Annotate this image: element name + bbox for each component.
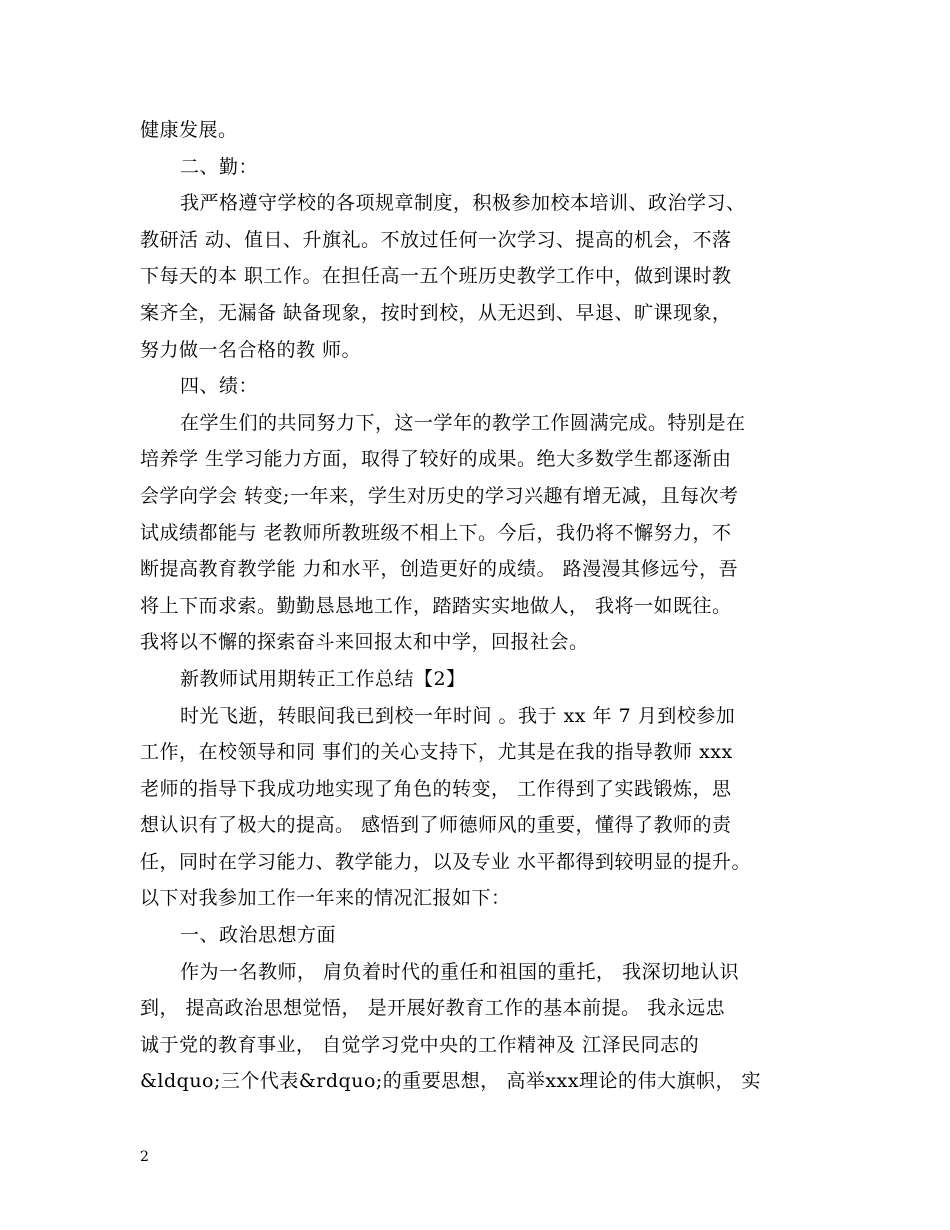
paragraph-line: 作为一名教师， 肩负着时代的重任和祖国的重托， 我深切地认识: [180, 960, 740, 983]
paragraph-line: 诚于党的教育事业， 自觉学习党中央的工作精神及 江泽民同志的: [140, 1033, 700, 1056]
paragraph-line: 老师的指导下我成功地实现了角色的转变， 工作得到了实践锻炼，思: [140, 777, 732, 800]
paragraph-line: 断提高教育教学能 力和水平，创造更好的成绩。 路漫漫其修远兮，吾: [140, 558, 739, 581]
paragraph-line: 努力做一名合格的教 师。: [140, 338, 362, 361]
paragraph-line: 到， 提高政治思想觉悟， 是开展好教育工作的基本前提。 我永远忠: [140, 997, 726, 1020]
section-heading: 四、绩：: [180, 375, 259, 398]
paragraph-line: 时光飞逝，转眼间我已到校一年时间 。我于 xx 年 7 月到校参加: [180, 704, 736, 727]
section-heading: 一、政治思想方面: [180, 924, 337, 947]
paragraph-line: 试成绩都能与 老教师所教班级不相上下。今后，我仍将不懈努力，不: [140, 521, 732, 544]
document-body: [140, 112, 820, 1100]
paragraph-line: 下每天的本 职工作。在担任高一五个班历史教学工作中，做到课时教: [140, 265, 732, 288]
paragraph-line: 会学向学会 转变;一年来，学生对历史的学习兴趣有增无减，且每次考: [140, 484, 739, 507]
paragraph-line: 培养学 生学习能力方面，取得了较好的成果。绝大多数学生都逐渐由: [140, 448, 732, 471]
paragraph-line: 以下对我参加工作一年来的情况汇报如下：: [140, 887, 511, 910]
paragraph-line: 我严格遵守学校的各项规章制度，积极参加校本培训、政治学习、: [180, 192, 746, 215]
paragraph-line: 工作，在校领导和同 事们的关心支持下，尤其是在我的指导教师 xxx: [140, 741, 733, 764]
page-number: 2: [140, 1149, 149, 1165]
section-heading: 二、勤：: [180, 155, 259, 178]
paragraph-line: 我将以不懈的探索奋斗来回报太和中学，回报社会。: [140, 631, 589, 654]
paragraph-line: 教研活 动、值日、升旗礼。不放过任何一次学习、提高的机会，不落: [140, 228, 732, 251]
article-title: 新教师试用期转正工作总结【2】: [180, 667, 466, 690]
paragraph-line: 案齐全，无漏备 缺备现象，按时到校，从无迟到、早退、旷课现象，: [140, 301, 732, 324]
paragraph-line: 任，同时在学习能力、教学能力，以及专业 水平都得到较明显的提升。: [140, 850, 752, 873]
paragraph-line: 健康发展。: [140, 119, 238, 141]
paragraph-line: 在学生们的共同努力下，这一学年的教学工作圆满完成。特别是在: [180, 411, 746, 434]
paragraph-line: &ldquo;三个代表&rdquo;的重要思想， 高举xxx理论的伟大旗帜， 实: [140, 1070, 762, 1093]
paragraph-line: 将上下而求索。勤勤恳恳地工作，踏踏实实地做人， 我将一如既往。: [140, 594, 732, 617]
paragraph-line: 想认识有了极大的提高。 感悟到了师德师风的重要，懂得了教师的责: [140, 814, 732, 837]
